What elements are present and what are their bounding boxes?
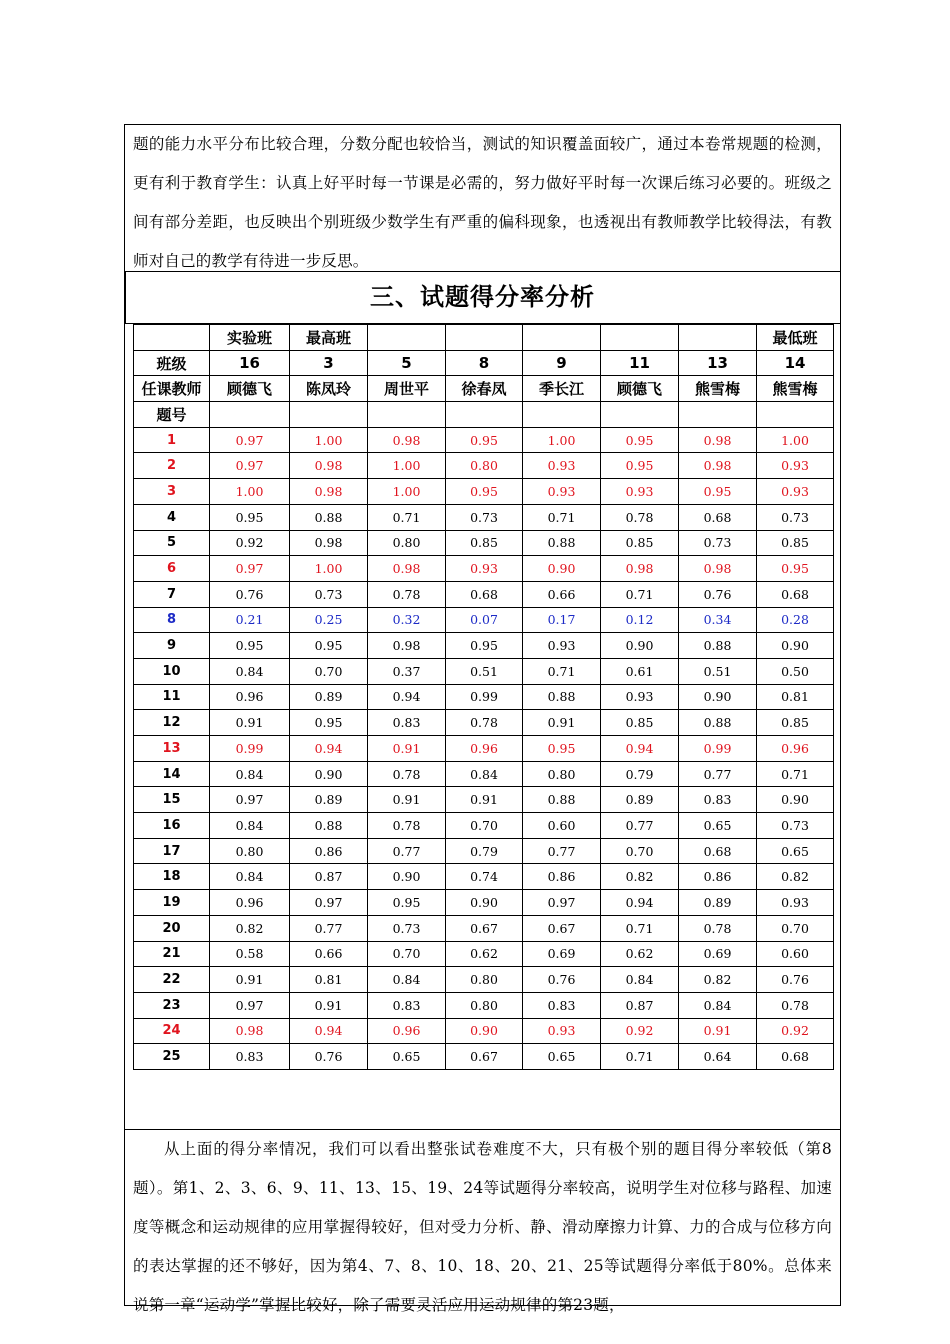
question-number: 4 bbox=[134, 504, 210, 530]
score-rate-cell: 0.83 bbox=[368, 992, 446, 1018]
header-cell: 14 bbox=[757, 350, 834, 376]
score-rate-cell: 0.61 bbox=[601, 658, 679, 684]
table-row bbox=[134, 838, 834, 864]
score-rate-cell: 0.91 bbox=[210, 710, 290, 736]
score-rate-cell: 0.84 bbox=[368, 967, 446, 993]
table-row bbox=[134, 658, 834, 684]
score-rate-cell: 0.65 bbox=[757, 838, 834, 864]
score-rate-cell: 0.90 bbox=[757, 787, 834, 813]
score-rate-cell: 0.87 bbox=[290, 864, 368, 890]
score-rate-cell: 0.98 bbox=[368, 427, 446, 453]
score-rate-cell: 0.70 bbox=[601, 838, 679, 864]
header-cell bbox=[679, 402, 757, 428]
score-rate-cell: 0.98 bbox=[368, 633, 446, 659]
header-cell: 实验班 bbox=[210, 325, 290, 351]
score-rate-cell: 0.94 bbox=[290, 1018, 368, 1044]
score-rate-cell: 0.64 bbox=[679, 1044, 757, 1070]
header-cell bbox=[523, 325, 601, 351]
question-number: 3 bbox=[134, 479, 210, 505]
score-rate-cell: 0.91 bbox=[210, 967, 290, 993]
score-rate-cell: 0.88 bbox=[290, 504, 368, 530]
score-rate-cell: 0.80 bbox=[368, 530, 446, 556]
score-rate-cell: 0.97 bbox=[523, 890, 601, 916]
score-rate-cell: 0.78 bbox=[601, 504, 679, 530]
score-rate-cell: 0.98 bbox=[368, 556, 446, 582]
question-number: 21 bbox=[134, 941, 210, 967]
header-row-teacher bbox=[134, 376, 834, 402]
score-rate-cell: 0.88 bbox=[523, 684, 601, 710]
score-rate-cell: 0.73 bbox=[757, 504, 834, 530]
score-rate-cell: 0.70 bbox=[290, 658, 368, 684]
score-rate-cell: 0.90 bbox=[523, 556, 601, 582]
score-rate-cell: 0.90 bbox=[290, 761, 368, 787]
question-number: 25 bbox=[134, 1044, 210, 1070]
score-rate-cell: 0.93 bbox=[523, 479, 601, 505]
score-rate-cell: 0.89 bbox=[290, 787, 368, 813]
score-rate-cell: 0.90 bbox=[368, 864, 446, 890]
score-rate-cell: 0.88 bbox=[679, 710, 757, 736]
header-cell: 最高班 bbox=[290, 325, 368, 351]
score-rate-cell: 0.58 bbox=[210, 941, 290, 967]
score-rate-cell: 1.00 bbox=[368, 479, 446, 505]
table-row bbox=[134, 427, 834, 453]
question-number: 8 bbox=[134, 607, 210, 633]
score-rate-cell: 0.91 bbox=[523, 710, 601, 736]
score-rate-cell: 0.97 bbox=[210, 787, 290, 813]
score-rate-cell: 0.76 bbox=[210, 581, 290, 607]
table-body bbox=[134, 325, 834, 1070]
score-rate-cell: 0.80 bbox=[523, 761, 601, 787]
score-rate-cell: 0.88 bbox=[523, 787, 601, 813]
header-cell: 最低班 bbox=[757, 325, 834, 351]
score-rate-cell: 0.62 bbox=[446, 941, 523, 967]
header-cell bbox=[601, 402, 679, 428]
header-row-question bbox=[134, 402, 834, 428]
score-rate-cell: 0.66 bbox=[523, 581, 601, 607]
score-rate-cell: 0.37 bbox=[368, 658, 446, 684]
score-rate-cell: 0.69 bbox=[679, 941, 757, 967]
header-cell: 13 bbox=[679, 350, 757, 376]
score-rate-cell: 1.00 bbox=[757, 427, 834, 453]
score-rate-cell: 0.87 bbox=[601, 992, 679, 1018]
question-number: 17 bbox=[134, 838, 210, 864]
header-cell: 16 bbox=[210, 350, 290, 376]
score-rate-cell: 0.99 bbox=[679, 736, 757, 762]
score-rate-cell: 1.00 bbox=[523, 427, 601, 453]
score-rate-cell: 0.97 bbox=[210, 556, 290, 582]
score-rate-cell: 0.95 bbox=[210, 633, 290, 659]
score-rate-cell: 0.92 bbox=[757, 1018, 834, 1044]
score-rate-cell: 0.82 bbox=[210, 915, 290, 941]
score-rate-cell: 0.70 bbox=[757, 915, 834, 941]
score-rate-cell: 0.76 bbox=[679, 581, 757, 607]
table-row bbox=[134, 787, 834, 813]
score-rate-cell: 0.96 bbox=[368, 1018, 446, 1044]
score-rate-cell: 0.95 bbox=[601, 453, 679, 479]
score-rate-cell: 0.68 bbox=[446, 581, 523, 607]
question-number: 10 bbox=[134, 658, 210, 684]
score-rate-cell: 0.98 bbox=[210, 1018, 290, 1044]
score-rate-cell: 0.84 bbox=[210, 864, 290, 890]
header-cell bbox=[523, 402, 601, 428]
table-row bbox=[134, 710, 834, 736]
score-rate-cell: 0.94 bbox=[601, 890, 679, 916]
header-cell bbox=[679, 325, 757, 351]
score-rate-cell: 0.85 bbox=[446, 530, 523, 556]
score-rate-cell: 0.69 bbox=[523, 941, 601, 967]
table-row bbox=[134, 915, 834, 941]
score-rate-cell: 0.21 bbox=[210, 607, 290, 633]
table-row bbox=[134, 736, 834, 762]
score-rate-cell: 0.88 bbox=[523, 530, 601, 556]
table-row bbox=[134, 992, 834, 1018]
score-rate-cell: 0.94 bbox=[290, 736, 368, 762]
header-cell: 徐春凤 bbox=[446, 376, 523, 402]
score-rate-cell: 0.99 bbox=[446, 684, 523, 710]
score-rate-cell: 0.65 bbox=[679, 813, 757, 839]
document-frame bbox=[124, 124, 841, 1314]
score-rate-cell: 0.93 bbox=[523, 633, 601, 659]
table-row bbox=[134, 967, 834, 993]
score-rate-cell: 0.76 bbox=[290, 1044, 368, 1070]
score-rate-cell: 0.81 bbox=[757, 684, 834, 710]
question-number: 18 bbox=[134, 864, 210, 890]
score-rate-cell: 0.95 bbox=[446, 479, 523, 505]
score-rate-cell: 1.00 bbox=[290, 427, 368, 453]
score-rate-cell: 0.80 bbox=[210, 838, 290, 864]
table-row bbox=[134, 890, 834, 916]
header-cell: 11 bbox=[601, 350, 679, 376]
question-number: 13 bbox=[134, 736, 210, 762]
header-row-class bbox=[134, 350, 834, 376]
score-rate-cell: 0.78 bbox=[757, 992, 834, 1018]
score-rate-cell: 0.71 bbox=[368, 504, 446, 530]
score-rate-cell: 0.96 bbox=[210, 890, 290, 916]
score-rate-cell: 0.85 bbox=[601, 710, 679, 736]
score-rate-cell: 1.00 bbox=[290, 556, 368, 582]
question-number: 22 bbox=[134, 967, 210, 993]
score-rate-cell: 0.88 bbox=[290, 813, 368, 839]
score-rate-cell: 0.90 bbox=[679, 684, 757, 710]
table-row bbox=[134, 761, 834, 787]
score-rate-cell: 0.70 bbox=[446, 813, 523, 839]
question-number: 12 bbox=[134, 710, 210, 736]
intro-text: 题的能力水平分布比较合理，分数分配也较恰当，测试的知识覆盖面较广，通过本卷常规题的检测，更有利于教育学生：认真上好平时每一节课是必需的，努力做好平时每一次课后练习必要的。班级之间有部分差距，也反映出个别班级少数学生有严重的偏科现象，也透视出有教师教学比较得法，有教师对自己的教学有待进一步反思。 bbox=[133, 135, 832, 270]
score-rate-cell: 0.95 bbox=[210, 504, 290, 530]
score-rate-cell: 0.86 bbox=[523, 864, 601, 890]
score-rate-cell: 0.71 bbox=[757, 761, 834, 787]
table-row bbox=[134, 556, 834, 582]
question-number: 2 bbox=[134, 453, 210, 479]
header-cell: 5 bbox=[368, 350, 446, 376]
score-rate-cell: 0.84 bbox=[679, 992, 757, 1018]
score-rate-cell: 0.34 bbox=[679, 607, 757, 633]
question-number: 9 bbox=[134, 633, 210, 659]
score-rate-cell: 0.91 bbox=[368, 787, 446, 813]
question-number: 7 bbox=[134, 581, 210, 607]
score-rate-cell: 0.84 bbox=[210, 813, 290, 839]
table-row bbox=[134, 864, 834, 890]
section-title: 三、试题得分率分析 bbox=[370, 283, 595, 311]
table-row bbox=[134, 633, 834, 659]
header-cell bbox=[210, 402, 290, 428]
score-rate-cell: 0.60 bbox=[757, 941, 834, 967]
score-rate-cell: 0.91 bbox=[290, 992, 368, 1018]
score-rate-cell: 0.93 bbox=[446, 556, 523, 582]
score-rate-cell: 0.91 bbox=[368, 736, 446, 762]
score-rate-cell: 0.84 bbox=[210, 658, 290, 684]
score-rate-cell: 0.71 bbox=[523, 504, 601, 530]
table-row bbox=[134, 581, 834, 607]
score-rate-cell: 0.78 bbox=[446, 710, 523, 736]
table-row bbox=[134, 1018, 834, 1044]
score-rate-cell: 0.93 bbox=[601, 684, 679, 710]
score-rate-cell: 0.65 bbox=[523, 1044, 601, 1070]
score-rate-cell: 0.77 bbox=[290, 915, 368, 941]
score-rate-cell: 0.97 bbox=[210, 427, 290, 453]
score-rate-cell: 0.17 bbox=[523, 607, 601, 633]
score-rate-cell: 0.78 bbox=[679, 915, 757, 941]
score-rate-cell: 0.67 bbox=[446, 915, 523, 941]
score-rate-cell: 0.99 bbox=[210, 736, 290, 762]
score-rate-cell: 0.73 bbox=[446, 504, 523, 530]
analysis-paragraph bbox=[133, 1130, 832, 1325]
score-rate-cell: 0.93 bbox=[523, 1018, 601, 1044]
score-rate-cell: 0.97 bbox=[210, 992, 290, 1018]
header-row-type bbox=[134, 325, 834, 351]
score-rate-cell: 0.94 bbox=[368, 684, 446, 710]
score-rate-cell: 0.77 bbox=[679, 761, 757, 787]
score-rate-cell: 0.86 bbox=[679, 864, 757, 890]
score-rate-cell: 0.73 bbox=[757, 813, 834, 839]
score-rate-cell: 0.95 bbox=[446, 427, 523, 453]
score-rate-cell: 0.73 bbox=[679, 530, 757, 556]
header-cell: 熊雪梅 bbox=[679, 376, 757, 402]
score-rate-cell: 0.89 bbox=[601, 787, 679, 813]
score-rate-cell: 0.82 bbox=[679, 967, 757, 993]
score-rate-cell: 0.76 bbox=[523, 967, 601, 993]
score-rate-cell: 0.95 bbox=[757, 556, 834, 582]
score-rate-cell: 0.07 bbox=[446, 607, 523, 633]
score-rate-cell: 0.95 bbox=[368, 890, 446, 916]
question-number: 19 bbox=[134, 890, 210, 916]
score-rate-cell: 0.95 bbox=[679, 479, 757, 505]
score-rate-cell: 0.28 bbox=[757, 607, 834, 633]
score-rate-cell: 0.96 bbox=[757, 736, 834, 762]
table-row bbox=[134, 941, 834, 967]
score-rate-cell: 0.81 bbox=[290, 967, 368, 993]
table-row bbox=[134, 684, 834, 710]
score-rate-cell: 0.84 bbox=[446, 761, 523, 787]
score-rate-cell: 0.98 bbox=[679, 427, 757, 453]
score-rate-cell: 0.77 bbox=[601, 813, 679, 839]
analysis-text: 从上面的得分率情况，我们可以看出整张试卷难度不大，只有极个别的题目得分率较低（第8题）。第1、2、3、6、9、11、13、15、19、24等试题得分率较高，说明学生对位移与路程、加速度等概念和运动规律的应用掌握得较好，但对受力分析、静、滑动摩擦力计算、力的合成与位移方向的表达掌握的还不够好，因为第4、7、8、10、18、20、21、25等试题得分率低于80%。总体来说第一章“运动学”掌握比较好，除了需要灵活应用运动规律的第23题， bbox=[133, 1140, 832, 1314]
score-rate-cell: 0.95 bbox=[523, 736, 601, 762]
score-rate-cell: 0.90 bbox=[446, 890, 523, 916]
table-row bbox=[134, 479, 834, 505]
question-number: 14 bbox=[134, 761, 210, 787]
score-rate-cell: 0.66 bbox=[290, 941, 368, 967]
intro-paragraph bbox=[133, 125, 832, 281]
score-rate-cell: 0.67 bbox=[523, 915, 601, 941]
score-rate-cell: 0.62 bbox=[601, 941, 679, 967]
score-rate-cell: 0.68 bbox=[679, 504, 757, 530]
score-rate-cell: 0.91 bbox=[446, 787, 523, 813]
score-rate-cell: 0.80 bbox=[446, 992, 523, 1018]
table-row bbox=[134, 607, 834, 633]
question-number: 6 bbox=[134, 556, 210, 582]
score-rate-cell: 0.93 bbox=[601, 479, 679, 505]
score-rate-cell: 0.97 bbox=[290, 890, 368, 916]
score-rate-cell: 0.73 bbox=[290, 581, 368, 607]
score-rate-cell: 0.82 bbox=[601, 864, 679, 890]
header-cell: 季长江 bbox=[523, 376, 601, 402]
score-rate-cell: 0.98 bbox=[601, 556, 679, 582]
header-cell: 班级 bbox=[134, 350, 210, 376]
score-rate-cell: 0.98 bbox=[679, 556, 757, 582]
score-rate-cell: 0.74 bbox=[446, 864, 523, 890]
question-number: 23 bbox=[134, 992, 210, 1018]
score-rate-cell: 0.70 bbox=[368, 941, 446, 967]
score-rate-cell: 1.00 bbox=[210, 479, 290, 505]
header-cell: 顾德飞 bbox=[210, 376, 290, 402]
score-rate-cell: 0.98 bbox=[290, 479, 368, 505]
header-cell bbox=[368, 325, 446, 351]
score-rate-cell: 0.68 bbox=[679, 838, 757, 864]
score-rate-cell: 0.98 bbox=[679, 453, 757, 479]
question-number: 1 bbox=[134, 427, 210, 453]
score-rate-cell: 0.84 bbox=[210, 761, 290, 787]
score-rate-cell: 0.25 bbox=[290, 607, 368, 633]
score-rate-cell: 0.93 bbox=[757, 453, 834, 479]
score-rate-cell: 0.97 bbox=[210, 453, 290, 479]
score-rate-cell: 0.76 bbox=[757, 967, 834, 993]
question-number: 16 bbox=[134, 813, 210, 839]
score-rate-cell: 0.95 bbox=[446, 633, 523, 659]
score-rate-cell: 0.77 bbox=[523, 838, 601, 864]
header-cell: 9 bbox=[523, 350, 601, 376]
score-rate-cell: 0.90 bbox=[757, 633, 834, 659]
score-rate-cell: 0.90 bbox=[601, 633, 679, 659]
score-rate-cell: 0.78 bbox=[368, 813, 446, 839]
question-number: 24 bbox=[134, 1018, 210, 1044]
score-rate-cell: 0.71 bbox=[601, 915, 679, 941]
score-rate-cell: 0.60 bbox=[523, 813, 601, 839]
table-row bbox=[134, 813, 834, 839]
score-rate-table bbox=[133, 324, 834, 1070]
score-rate-cell: 0.95 bbox=[290, 710, 368, 736]
score-rate-cell: 0.92 bbox=[210, 530, 290, 556]
header-cell: 陈凤玲 bbox=[290, 376, 368, 402]
score-rate-cell: 0.94 bbox=[601, 736, 679, 762]
header-cell bbox=[446, 402, 523, 428]
score-rate-cell: 0.12 bbox=[601, 607, 679, 633]
score-rate-cell: 0.79 bbox=[446, 838, 523, 864]
header-cell bbox=[601, 325, 679, 351]
header-cell: 任课教师 bbox=[134, 376, 210, 402]
score-rate-cell: 0.51 bbox=[446, 658, 523, 684]
header-cell: 熊雪梅 bbox=[757, 376, 834, 402]
score-rate-cell: 0.78 bbox=[368, 761, 446, 787]
score-rate-cell: 0.83 bbox=[523, 992, 601, 1018]
score-rate-cell: 0.93 bbox=[523, 453, 601, 479]
score-rate-cell: 0.78 bbox=[368, 581, 446, 607]
score-rate-cell: 0.73 bbox=[368, 915, 446, 941]
score-rate-cell: 0.83 bbox=[368, 710, 446, 736]
header-cell: 8 bbox=[446, 350, 523, 376]
score-rate-cell: 0.80 bbox=[446, 453, 523, 479]
table-row bbox=[134, 1044, 834, 1070]
header-cell bbox=[757, 402, 834, 428]
score-rate-cell: 0.71 bbox=[523, 658, 601, 684]
score-rate-cell: 0.96 bbox=[210, 684, 290, 710]
score-rate-cell: 1.00 bbox=[368, 453, 446, 479]
score-rate-cell: 0.67 bbox=[446, 1044, 523, 1070]
score-rate-cell: 0.85 bbox=[757, 710, 834, 736]
score-rate-cell: 0.89 bbox=[679, 890, 757, 916]
score-rate-cell: 0.91 bbox=[679, 1018, 757, 1044]
header-cell bbox=[290, 402, 368, 428]
score-rate-cell: 0.95 bbox=[601, 427, 679, 453]
question-number: 11 bbox=[134, 684, 210, 710]
score-rate-cell: 0.32 bbox=[368, 607, 446, 633]
table-row bbox=[134, 504, 834, 530]
table-row bbox=[134, 530, 834, 556]
score-rate-cell: 0.93 bbox=[757, 479, 834, 505]
score-rate-cell: 0.71 bbox=[601, 1044, 679, 1070]
score-rate-cell: 0.83 bbox=[679, 787, 757, 813]
score-rate-cell: 0.65 bbox=[368, 1044, 446, 1070]
score-rate-cell: 0.88 bbox=[679, 633, 757, 659]
question-number: 20 bbox=[134, 915, 210, 941]
score-rate-cell: 0.95 bbox=[290, 633, 368, 659]
header-cell bbox=[134, 325, 210, 351]
score-rate-cell: 0.86 bbox=[290, 838, 368, 864]
score-rate-cell: 0.80 bbox=[446, 967, 523, 993]
table-row bbox=[134, 453, 834, 479]
score-rate-cell: 0.77 bbox=[368, 838, 446, 864]
score-rate-cell: 0.79 bbox=[601, 761, 679, 787]
score-rate-cell: 0.93 bbox=[757, 890, 834, 916]
score-rate-cell: 0.50 bbox=[757, 658, 834, 684]
score-rate-cell: 0.89 bbox=[290, 684, 368, 710]
question-number: 5 bbox=[134, 530, 210, 556]
score-rate-cell: 0.71 bbox=[601, 581, 679, 607]
score-rate-cell: 0.85 bbox=[601, 530, 679, 556]
score-rate-cell: 0.83 bbox=[210, 1044, 290, 1070]
score-rate-cell: 0.82 bbox=[757, 864, 834, 890]
score-rate-cell: 0.84 bbox=[601, 967, 679, 993]
header-cell: 3 bbox=[290, 350, 368, 376]
header-cell: 周世平 bbox=[368, 376, 446, 402]
header-cell bbox=[446, 325, 523, 351]
header-cell: 题号 bbox=[134, 402, 210, 428]
score-rate-cell: 0.98 bbox=[290, 530, 368, 556]
score-rate-cell: 0.85 bbox=[757, 530, 834, 556]
score-rate-cell: 0.96 bbox=[446, 736, 523, 762]
score-rate-cell: 0.90 bbox=[446, 1018, 523, 1044]
score-rate-cell: 0.68 bbox=[757, 1044, 834, 1070]
question-number: 15 bbox=[134, 787, 210, 813]
score-rate-cell: 0.51 bbox=[679, 658, 757, 684]
score-rate-cell: 0.98 bbox=[290, 453, 368, 479]
score-rate-cell: 0.68 bbox=[757, 581, 834, 607]
score-rate-cell: 0.92 bbox=[601, 1018, 679, 1044]
header-cell: 顾德飞 bbox=[601, 376, 679, 402]
header-cell bbox=[368, 402, 446, 428]
